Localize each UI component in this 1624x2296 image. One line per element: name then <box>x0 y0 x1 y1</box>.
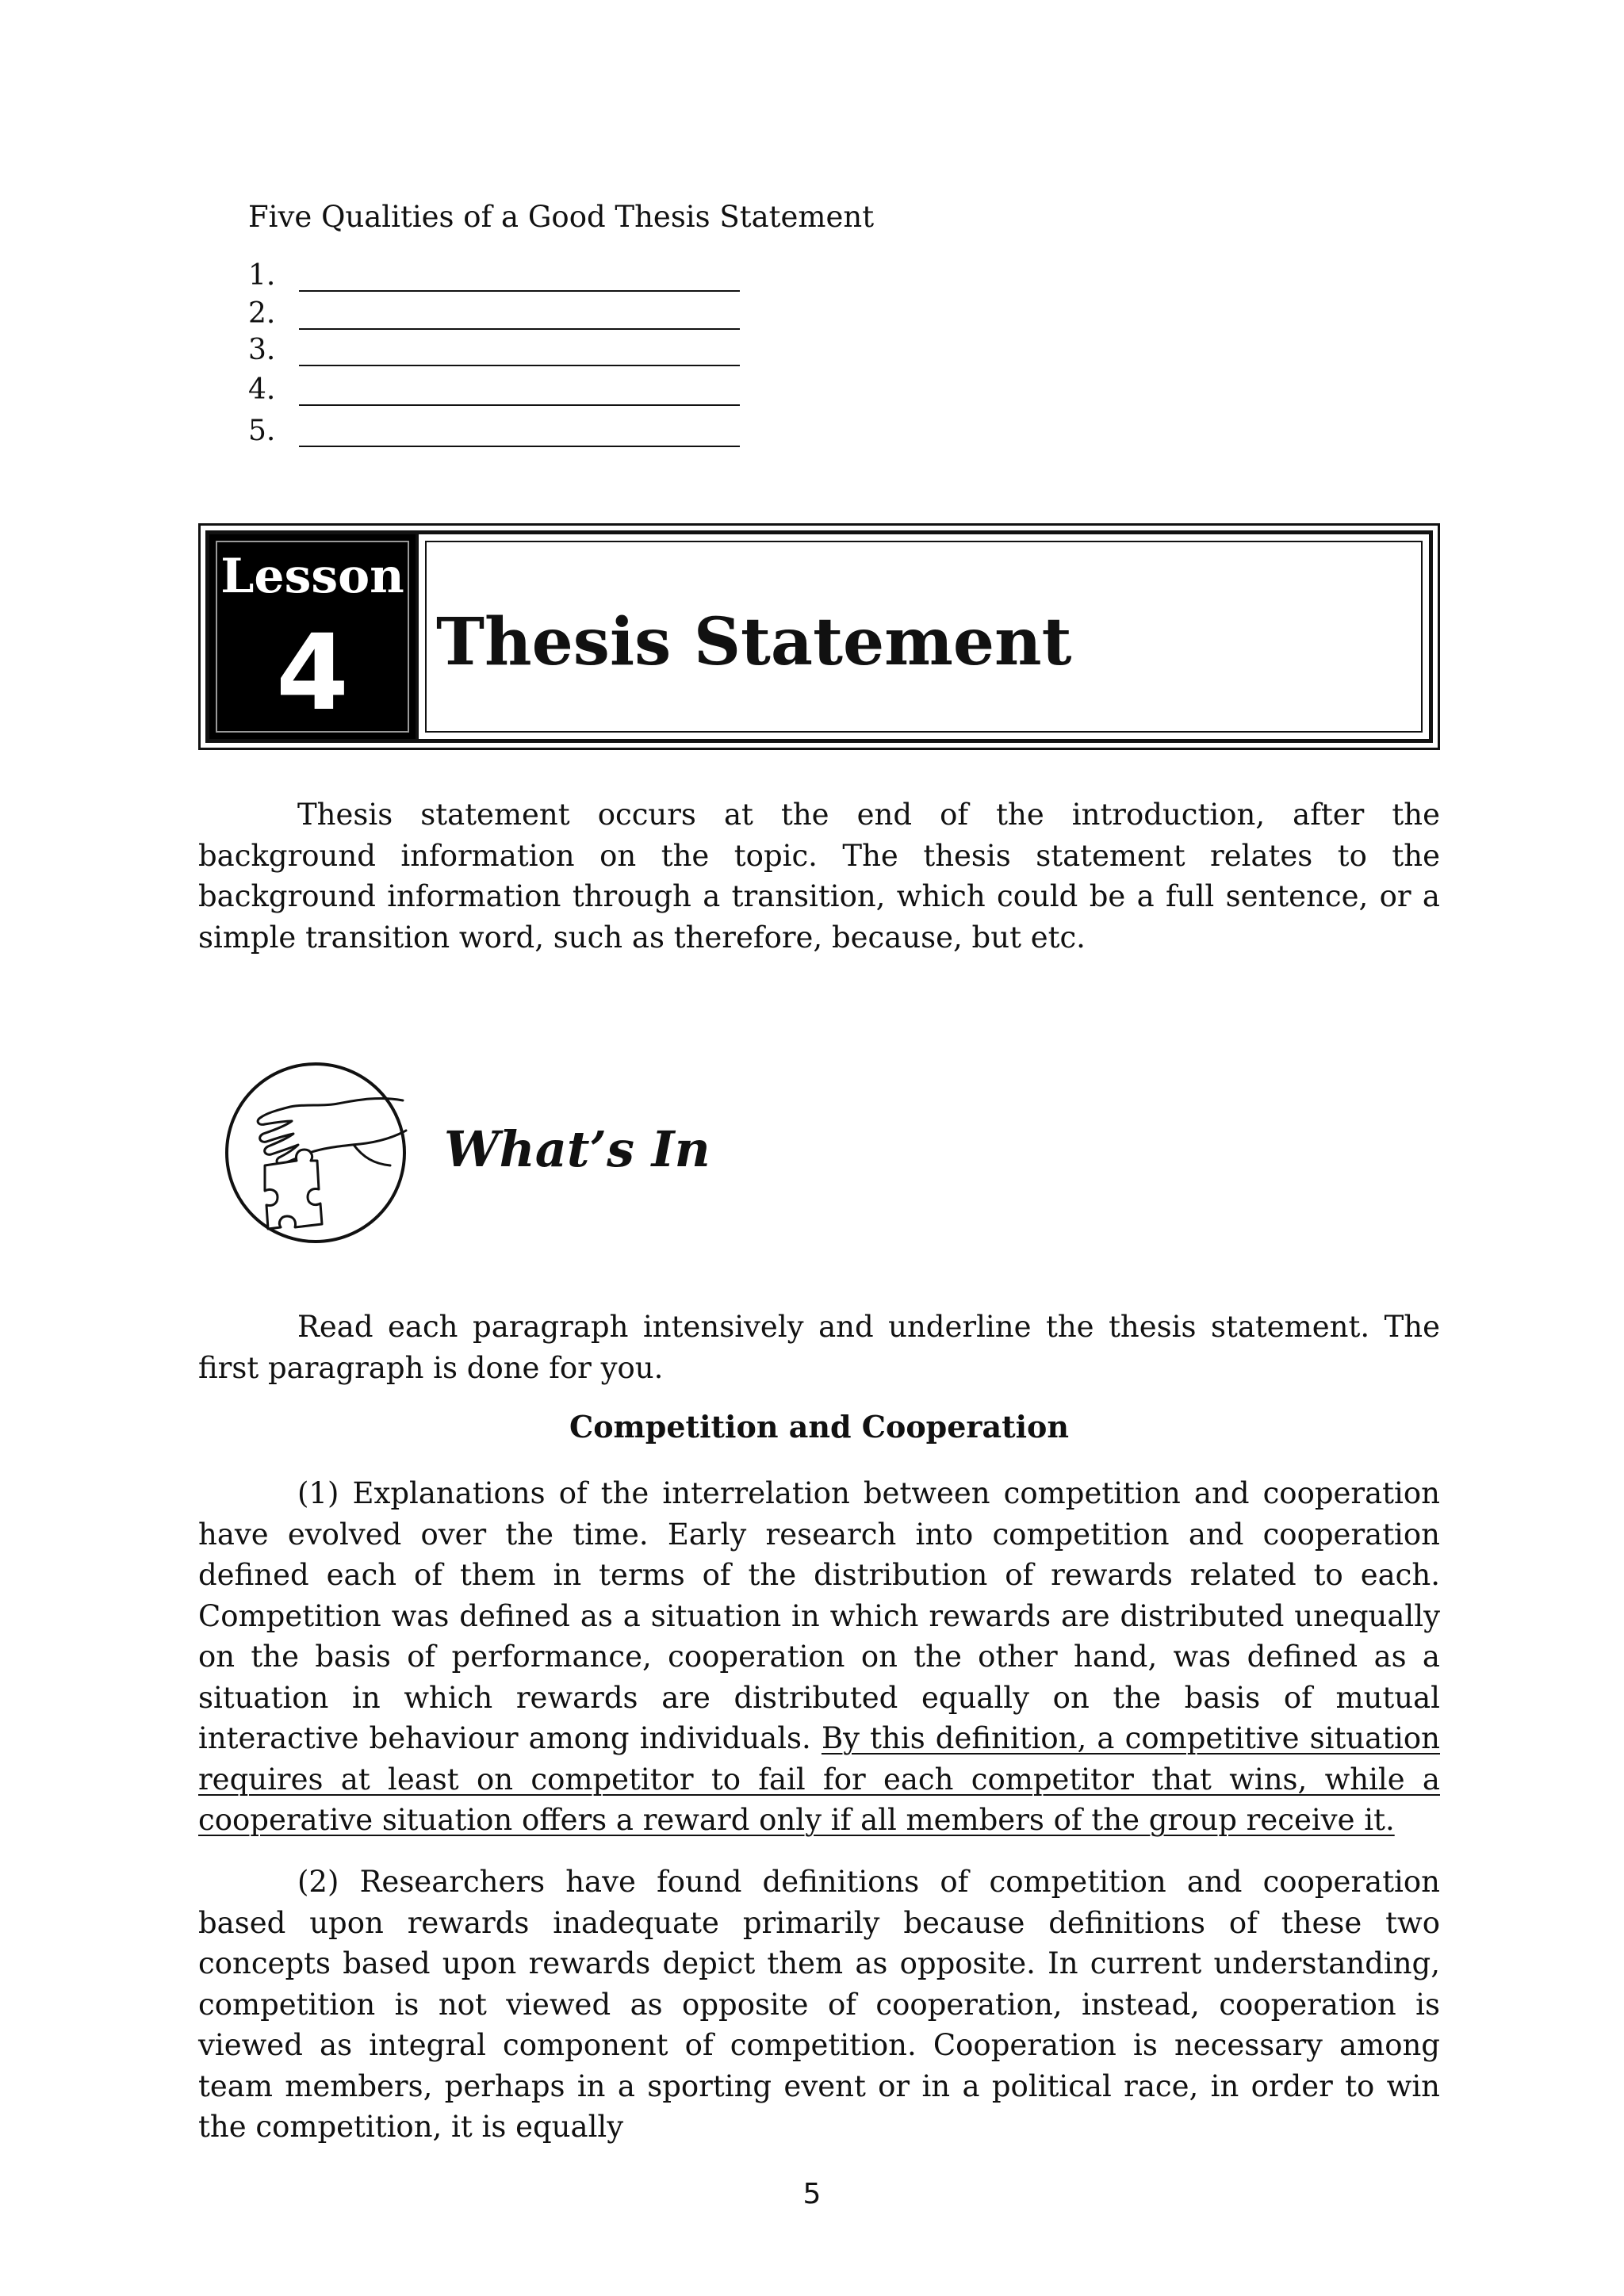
underlined-thesis-statement: By this definition, a competitive situation requires at least on competitor to fail for each competitor that wins, while a cooperative situation offers a reward only if all members of the group receive it. <box>198 1721 1440 1837</box>
answer-blank-line[interactable] <box>299 404 740 406</box>
page-number: 5 <box>802 2178 822 2210</box>
item-number: 5. <box>248 415 276 447</box>
item-number: 4. <box>248 373 276 406</box>
lesson-number-box <box>209 534 419 739</box>
paragraph-2 <box>198 1862 1440 2148</box>
lesson-title-area <box>419 534 1429 739</box>
lesson-label: Lesson <box>220 549 404 604</box>
instructions-text: Read each paragraph intensively and underline the thesis statement. The first paragraph is done for you. <box>198 1310 1440 1385</box>
answer-item-1 <box>248 257 740 295</box>
item-number: 3. <box>248 334 276 366</box>
lesson-title: Thesis Statement <box>436 604 1072 680</box>
paragraph-2-text: (2) Researchers have found definitions of competition and cooperation based upon rewards inadequate primarily because definitions of these two concepts based upon rewards depict them as opposite. In current understanding, competition is not viewed as opposite of cooperation, instead, cooperation is viewed as integral component of competition. Cooperation is necessary among team members, perhaps in a sporting event or in a political race, in order to win the competition, it is equally <box>198 1865 1440 2144</box>
lesson-banner <box>198 523 1440 750</box>
item-number: 2. <box>248 297 276 330</box>
lesson-number: 4 <box>276 612 349 734</box>
answer-blank-line[interactable] <box>299 365 740 366</box>
instructions-paragraph <box>198 1307 1440 1388</box>
whats-in-heading: What’s In <box>444 1120 710 1178</box>
paragraph-1 <box>198 1473 1440 1841</box>
lesson-banner-frame <box>205 530 1433 743</box>
answer-item-4 <box>248 371 740 409</box>
answer-item-5 <box>248 412 740 450</box>
exercise-title: Five Qualities of a Good Thesis Statement <box>248 200 875 234</box>
section-heading: Competition and Cooperation <box>569 1409 1070 1445</box>
intro-paragraph-text: Thesis statement occurs at the end of the introduction, after the background information on the topic. The thesis statement relates to the background information through a transition, which could be a full sentence, or a simple transition word, such as therefore, because, but etc. <box>198 798 1440 955</box>
answer-blank-line[interactable] <box>299 328 740 330</box>
hand-puzzle-piece-icon <box>219 1054 412 1248</box>
answer-blank-line[interactable] <box>299 446 740 447</box>
intro-paragraph <box>198 794 1440 958</box>
answer-item-2 <box>248 295 740 333</box>
item-number: 1. <box>248 259 276 292</box>
answer-blank-line[interactable] <box>299 290 740 292</box>
paragraph-1-text: (1) Explanations of the interrelation between competition and cooperation have evolved over the time. Early research into competition and cooperation defined each of them in terms of the distribution of rewards related to each. Competition was defined as a situation in which rewards are distributed unequally on the basis of performance, cooperation on the other hand, was defined as a situation in which rewards are distributed equally on the basis of mutual interactive behaviour among individuals. <box>198 1476 1440 1755</box>
answer-item-3 <box>248 331 740 369</box>
